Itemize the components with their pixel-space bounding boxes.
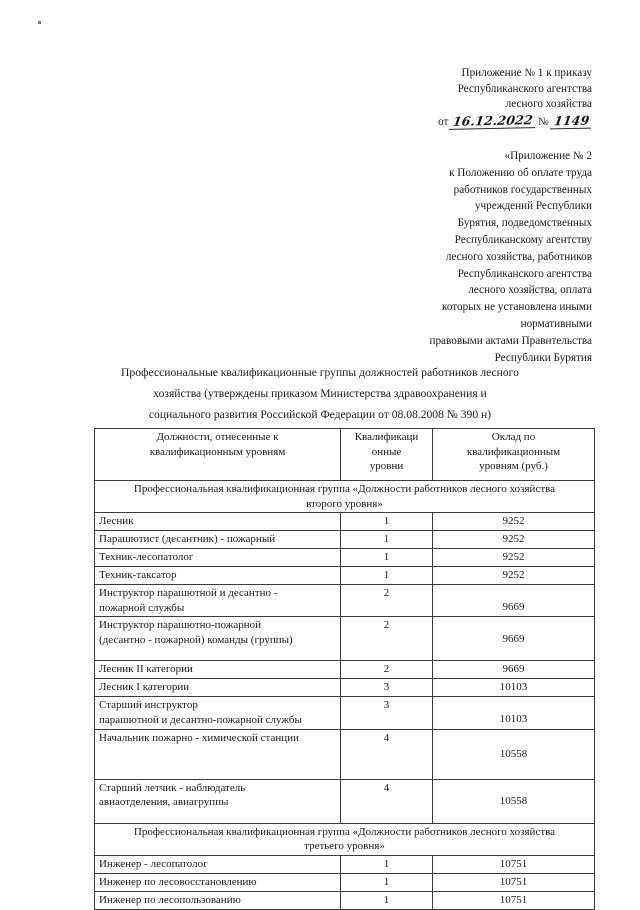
table-group-row xyxy=(95,481,595,513)
quoted-appendix-line: Республиканского агентства xyxy=(457,267,592,280)
group-heading-cell xyxy=(95,823,595,855)
appendix-reference-line: Республиканского агентства xyxy=(457,82,592,95)
cell-salary: 9669 xyxy=(433,661,595,679)
appendix-reference-line: Приложение № 1 к приказу xyxy=(461,67,592,79)
position-line: авиаотделения, авиагруппы xyxy=(99,796,229,809)
position-line: парашютной и десантно-пожарной службы xyxy=(99,713,302,726)
table-row xyxy=(95,679,595,697)
position-line: Инструктор парашютной и десантно - xyxy=(99,587,278,600)
position-line: Старший инструктор xyxy=(99,699,198,712)
position-line: Инструктор парашютно-пожарной xyxy=(99,619,262,632)
cell-position xyxy=(95,531,341,549)
cell-salary: 9252 xyxy=(433,567,595,585)
document-title-line: Профессиональные квалификационные группы должностей работников лесного xyxy=(121,366,519,379)
document-title-line: социального развития Российской Федерации от 08.08.2008 № 390 н) xyxy=(148,408,492,421)
cell-position xyxy=(95,873,341,891)
cell-position xyxy=(95,779,341,823)
position-line: Лесник II категории xyxy=(99,663,193,676)
table-row xyxy=(95,567,595,585)
cell-level: 4 xyxy=(341,779,433,823)
cell-position xyxy=(95,729,341,779)
group-heading-line: Профессиональная квалификационная группа «Должности работников лесного хозяйства xyxy=(133,825,556,838)
qualification-groups-table xyxy=(94,428,595,910)
quoted-appendix-line: Республики Бурятия xyxy=(494,351,592,364)
cell-salary: 9252 xyxy=(433,531,595,549)
quoted-appendix-block xyxy=(330,148,592,366)
cell-level: 2 xyxy=(341,661,433,679)
quoted-appendix-line: работников государственных xyxy=(453,183,592,196)
table-row xyxy=(95,779,595,823)
table-row xyxy=(95,697,595,729)
cell-position xyxy=(95,549,341,567)
group-heading-cell xyxy=(95,481,595,513)
position-line: пожарной службы xyxy=(99,601,185,614)
table-row xyxy=(95,873,595,891)
cell-level: 1 xyxy=(341,873,433,891)
column-header-positions xyxy=(95,429,341,481)
quoted-appendix-line: правовыми актами Правительства xyxy=(429,334,592,347)
position-line: Инженер - лесопатолог xyxy=(99,857,208,870)
table-header-row xyxy=(95,429,595,481)
order-date-handwritten-value: 16.12.2022 xyxy=(449,113,537,130)
table-row xyxy=(95,855,595,873)
position-line: Лесник I категории xyxy=(99,681,190,694)
position-line: Лесник xyxy=(99,515,134,528)
cell-position xyxy=(95,679,341,697)
column-header-line: квалификационным xyxy=(466,445,561,458)
column-header-line: онные xyxy=(371,445,402,458)
cell-position xyxy=(95,585,341,617)
table-row xyxy=(95,585,595,617)
order-date-label: от xyxy=(438,116,449,128)
group-heading-line: третьего уровня» xyxy=(304,840,385,853)
cell-level: 1 xyxy=(341,891,433,909)
scan-artifact-speck xyxy=(38,21,41,24)
table-row xyxy=(95,661,595,679)
position-line: (десантно - пожарной) команды (группы) xyxy=(99,633,293,646)
quoted-appendix-line: «Приложение № 2 xyxy=(504,150,592,162)
column-header-levels xyxy=(341,429,433,481)
table-row xyxy=(95,531,595,549)
qualification-groups-table-wrapper xyxy=(94,428,594,910)
appendix-reference-block xyxy=(330,66,592,113)
position-line: Техник-лесопатолог xyxy=(99,551,194,564)
column-header-line: Должности, отнесенные к xyxy=(156,431,279,443)
cell-level: 2 xyxy=(341,585,433,617)
table-row xyxy=(95,891,595,909)
cell-salary: 9669 xyxy=(433,585,595,617)
order-number-handwritten-value: 1149 xyxy=(550,114,593,130)
cell-salary: 10751 xyxy=(433,873,595,891)
cell-salary: 10751 xyxy=(433,891,595,909)
column-header-salary xyxy=(433,429,595,481)
cell-position xyxy=(95,855,341,873)
cell-salary: 10558 xyxy=(433,729,595,779)
cell-level: 3 xyxy=(341,679,433,697)
quoted-appendix-line: нормативными xyxy=(520,317,592,330)
cell-salary: 10751 xyxy=(433,855,595,873)
column-header-line: уровням (руб.) xyxy=(479,460,548,473)
quoted-appendix-line: лесного хозяйства, оплата xyxy=(468,284,592,297)
group-heading-line: второго уровня» xyxy=(306,497,383,510)
cell-position xyxy=(95,891,341,909)
column-header-line: квалификационным уровням xyxy=(149,445,286,458)
cell-level: 4 xyxy=(341,729,433,779)
cell-level: 1 xyxy=(341,855,433,873)
position-line: Техник-таксатор xyxy=(99,569,177,582)
cell-salary: 10103 xyxy=(433,697,595,729)
table-row xyxy=(95,549,595,567)
document-title xyxy=(86,362,554,425)
order-date-number-line xyxy=(330,114,592,129)
cell-salary: 9252 xyxy=(433,513,595,531)
position-line: Инженер по лесовосстановлению xyxy=(99,875,257,888)
cell-position xyxy=(95,617,341,661)
table-row xyxy=(95,729,595,779)
quoted-appendix-line: которых не установлена иными xyxy=(441,301,592,314)
document-title-line: хозяйства (утверждены приказом Министерства здравоохранения и xyxy=(153,387,487,400)
quoted-appendix-line: к Положению об оплате труда xyxy=(449,166,592,179)
table-row xyxy=(95,513,595,531)
cell-level: 2 xyxy=(341,617,433,661)
cell-level: 1 xyxy=(341,567,433,585)
cell-level: 1 xyxy=(341,531,433,549)
cell-salary: 10558 xyxy=(433,779,595,823)
cell-position xyxy=(95,513,341,531)
column-header-line: Квалификаци xyxy=(354,431,419,443)
cell-level: 1 xyxy=(341,513,433,531)
position-line: Инженер по лесопользованию xyxy=(99,893,241,906)
cell-position xyxy=(95,697,341,729)
cell-salary: 9669 xyxy=(433,617,595,661)
quoted-appendix-line: Бурятия, подведомственных xyxy=(457,217,592,230)
cell-salary: 9252 xyxy=(433,549,595,567)
position-line: Парашютист (десантник) - пожарный xyxy=(99,533,276,546)
cell-position xyxy=(95,567,341,585)
position-line: Начальник пожарно - химической станции xyxy=(99,731,299,744)
appendix-reference-line: лесного хозяйства xyxy=(505,98,592,111)
quoted-appendix-line: лесного хозяйства, работников xyxy=(445,250,592,263)
table-row xyxy=(95,617,595,661)
cell-salary: 10103 xyxy=(433,679,595,697)
column-header-line: уровни xyxy=(369,460,404,473)
group-heading-line: Профессиональная квалификационная группа «Должности работников лесного хозяйства xyxy=(133,483,556,495)
table-group-row xyxy=(95,823,595,855)
number-symbol: № xyxy=(538,116,549,128)
column-header-line: Оклад по xyxy=(491,431,536,443)
cell-level: 1 xyxy=(341,549,433,567)
position-line: Старший летчик - наблюдатель xyxy=(99,781,246,794)
cell-level: 3 xyxy=(341,697,433,729)
quoted-appendix-line: учреждений Республики xyxy=(474,200,592,213)
cell-position xyxy=(95,661,341,679)
quoted-appendix-line: Республиканскому агентству xyxy=(454,233,592,246)
